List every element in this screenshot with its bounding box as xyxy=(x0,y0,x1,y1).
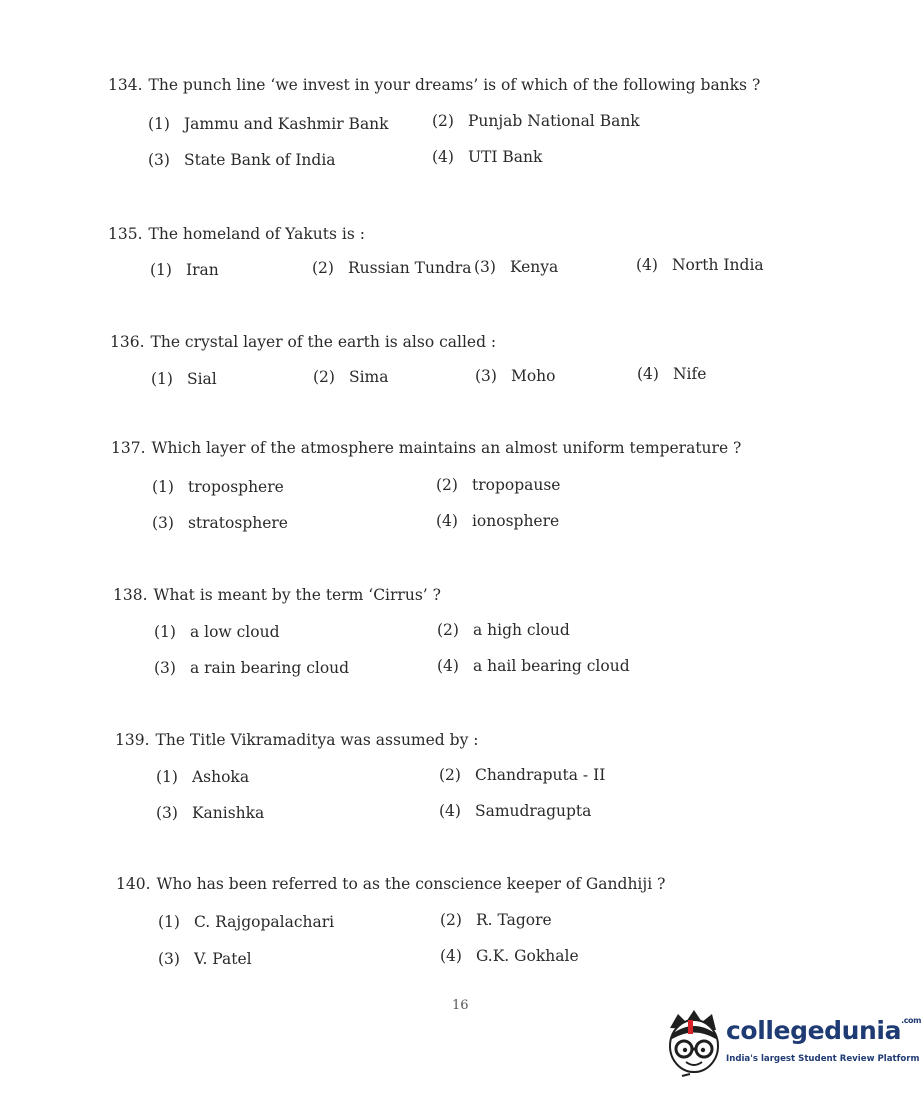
question-140: 140. Who has been referred to as the conscience keeper of Gandhiji ? xyxy=(116,875,666,893)
question-135: 135. The homeland of Yakuts is : xyxy=(108,225,365,243)
q140-option-3: (3) V. Patel xyxy=(158,950,252,968)
q138-option-1: (1) a low cloud xyxy=(154,623,280,641)
q137-option-1: (1) troposphere xyxy=(152,478,284,496)
mascot-icon xyxy=(664,1006,724,1082)
q138-option-4: (4) a hail bearing cloud xyxy=(437,657,630,675)
q134-option-1: (1) Jammu and Kashmir Bank xyxy=(148,115,389,133)
q134-option-3: (3) State Bank of India xyxy=(148,151,336,169)
q135-option-3: (3) Kenya xyxy=(474,258,559,276)
q134-option-2: (2) Punjab National Bank xyxy=(432,112,640,130)
q135-option-1: (1) Iran xyxy=(150,261,219,279)
page-number: 16 xyxy=(452,998,469,1013)
question-136: 136. The crystal layer of the earth is also called : xyxy=(110,333,497,351)
question-139: 139. The Title Vikramaditya was assumed by : xyxy=(115,731,479,749)
q139-option-1: (1) Ashoka xyxy=(156,768,250,786)
q139-option-2: (2) Chandraputa - II xyxy=(439,766,606,784)
q135-option-2: (2) Russian Tundra xyxy=(312,259,472,277)
q140-option-1: (1) C. Rajgopalachari xyxy=(158,913,335,931)
q136-option-3: (3) Moho xyxy=(475,367,556,385)
q138-option-3: (3) a rain bearing cloud xyxy=(154,659,350,677)
q138-option-2: (2) a high cloud xyxy=(437,621,570,639)
q136-option-1: (1) Sial xyxy=(151,370,217,388)
collegedunia-logo xyxy=(664,1006,922,1082)
q136-option-2: (2) Sima xyxy=(313,368,389,386)
logo-wordmark: collegedunia$^{.com}$ xyxy=(726,1016,922,1045)
q137-option-2: (2) tropopause xyxy=(436,476,561,494)
q135-option-4: (4) North India xyxy=(636,256,764,274)
q139-option-4: (4) Samudragupta xyxy=(439,802,592,820)
question-137: 137. Which layer of the atmosphere maintains an almost uniform temperature ? xyxy=(111,439,742,457)
question-number: 134. xyxy=(108,76,143,94)
q139-option-3: (3) Kanishka xyxy=(156,804,265,822)
q140-option-2: (2) R. Tagore xyxy=(440,911,552,929)
q134-option-4: (4) UTI Bank xyxy=(432,148,543,166)
q137-option-3: (3) stratosphere xyxy=(152,514,288,532)
q140-option-4: (4) G.K. Gokhale xyxy=(440,947,579,965)
q137-option-4: (4) ionosphere xyxy=(436,512,560,530)
question-134 xyxy=(108,76,760,94)
question-text: The punch line ‘we invest in your dreams’ is of which of the following banks ? xyxy=(148,76,761,94)
question-138: 138. What is meant by the term ‘Cirrus’ ? xyxy=(113,586,441,604)
q136-option-4: (4) Nife xyxy=(637,365,707,383)
logo-tagline: India's largest Student Review Platform xyxy=(726,1054,920,1064)
